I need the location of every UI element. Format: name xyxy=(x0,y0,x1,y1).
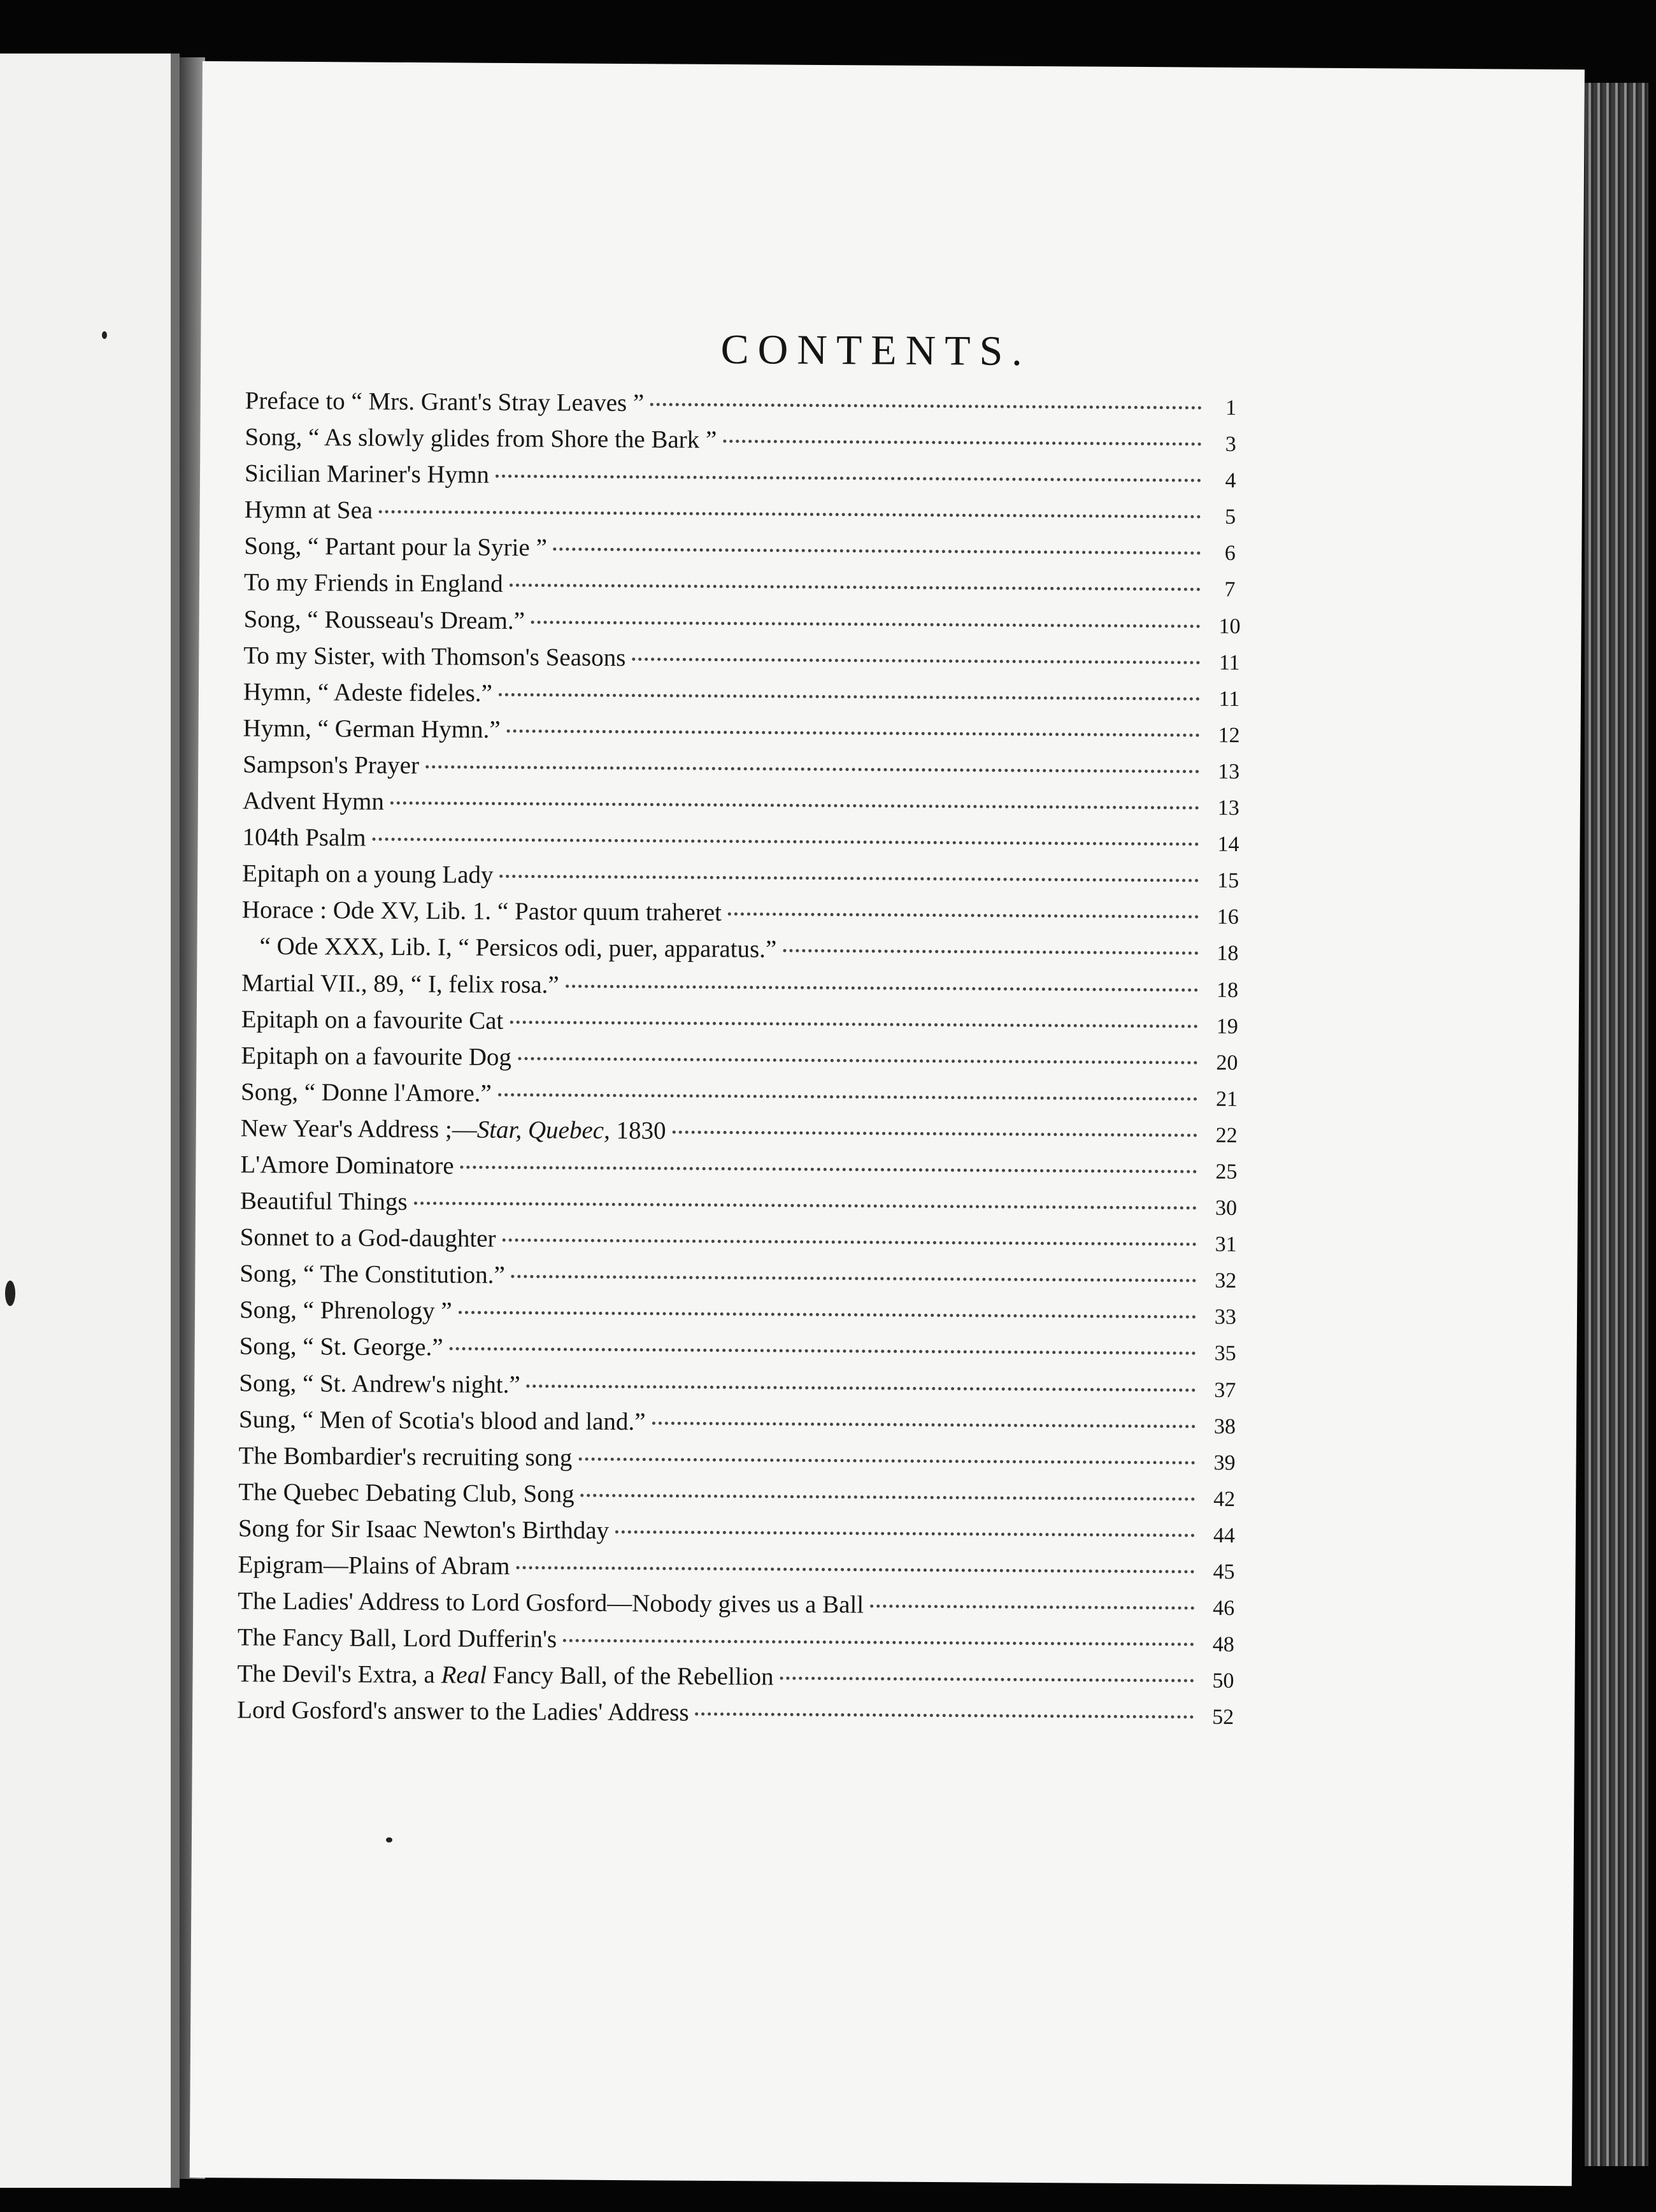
toc-entry-title xyxy=(243,677,492,707)
toc-entry-text: The Fancy Ball, Lord Dufferin's xyxy=(237,1623,557,1653)
toc-entry-title xyxy=(239,1260,505,1290)
toc-page-number: 21 xyxy=(1215,1087,1238,1111)
toc-entry-italic: Star, Quebec, xyxy=(476,1116,610,1144)
dot-leader xyxy=(450,1347,1196,1355)
toc-page-number: 46 xyxy=(1213,1596,1235,1621)
toc-entry-title xyxy=(242,896,722,928)
toc-entry xyxy=(241,968,1248,1011)
toc-entry xyxy=(241,932,1248,975)
toc-entry-title xyxy=(245,386,645,417)
toc-page-number: 32 xyxy=(1215,1268,1237,1293)
toc-page-number: 50 xyxy=(1212,1669,1234,1693)
dot-leader xyxy=(780,1677,1194,1683)
dot-leader xyxy=(696,1713,1194,1719)
toc-page-number: 13 xyxy=(1217,796,1239,820)
toc-entry xyxy=(242,859,1248,902)
toc-entry-title xyxy=(244,568,503,598)
dot-leader xyxy=(503,1239,1197,1246)
toc-entry-title xyxy=(243,641,625,672)
facing-page xyxy=(0,54,180,2188)
dot-leader xyxy=(459,1311,1196,1319)
ink-speck xyxy=(5,1281,15,1306)
dot-leader xyxy=(510,584,1201,591)
toc-page-number: 33 xyxy=(1214,1305,1237,1330)
toc-entry xyxy=(245,459,1251,502)
dot-leader xyxy=(499,693,1200,701)
toc-entry-text: Beautiful Things xyxy=(239,1187,408,1216)
toc-entry-text: Martial VII., 89, “ I, felix rosa.” xyxy=(241,968,559,998)
dot-leader xyxy=(531,621,1201,628)
toc-entry-title xyxy=(245,423,717,455)
toc-entry xyxy=(245,386,1252,429)
toc-page-number: 5 xyxy=(1225,505,1236,529)
dot-leader xyxy=(425,765,1199,773)
toc-entry-title xyxy=(240,1150,453,1180)
dot-leader xyxy=(723,440,1201,446)
toc-entry-text: 104th Psalm xyxy=(242,823,366,852)
toc-page-number: 20 xyxy=(1216,1051,1238,1075)
toc-entry-title xyxy=(241,1041,511,1072)
dot-leader xyxy=(518,1057,1197,1065)
dot-leader xyxy=(870,1605,1194,1610)
toc-entry-title xyxy=(241,1077,492,1107)
toc-entry-text: Horace : Ode XV, Lib. 1. “ Pastor quum traheret xyxy=(241,896,722,927)
dot-leader xyxy=(615,1530,1195,1537)
toc-page-number: 6 xyxy=(1224,542,1236,566)
dot-leader xyxy=(566,984,1198,991)
toc-entry-text: Song, “ The Constitution.” xyxy=(239,1260,505,1289)
dot-leader xyxy=(372,838,1199,846)
toc-entry xyxy=(243,714,1249,756)
toc-page-number: 10 xyxy=(1218,614,1241,638)
toc-page-number: 7 xyxy=(1224,578,1236,602)
toc-entry-italic: Real xyxy=(441,1661,487,1690)
page-edges xyxy=(1585,83,1648,2166)
toc-entry xyxy=(238,1477,1245,1520)
dot-leader xyxy=(414,1202,1197,1210)
toc-entry xyxy=(243,605,1250,647)
toc-entry-text: Song, “ Partant pour la Syrie ” xyxy=(244,532,547,562)
dot-leader xyxy=(498,1093,1197,1101)
toc-entry-title xyxy=(243,750,419,780)
toc-page-number: 42 xyxy=(1213,1487,1236,1511)
toc-entry-text: Sung, “ Men of Scotia's blood and land.” xyxy=(238,1405,646,1435)
dot-leader xyxy=(516,1566,1194,1574)
toc-entry xyxy=(244,568,1250,611)
toc-page-number: 12 xyxy=(1218,723,1240,747)
toc-entry-title xyxy=(242,859,494,889)
toc-entry-title xyxy=(238,1586,864,1619)
dot-leader xyxy=(783,949,1198,955)
toc-entry xyxy=(238,1623,1244,1666)
toc-entry-text: Song, “ Phrenology ” xyxy=(239,1296,452,1325)
toc-entry-title xyxy=(240,1223,496,1253)
toc-entry xyxy=(239,1332,1245,1375)
toc-entry xyxy=(242,823,1248,866)
toc-entry-text: The Bombardier's recruiting song xyxy=(238,1442,573,1472)
toc-entry xyxy=(243,677,1250,720)
toc-entry-text: Song, “ As slowly glides from Shore the Bark ” xyxy=(245,423,717,454)
dot-leader xyxy=(390,801,1199,810)
dot-leader xyxy=(460,1165,1197,1173)
toc-page-number: 44 xyxy=(1213,1523,1236,1548)
toc-entry-text: Advent Hymn xyxy=(242,787,385,815)
toc-entry-title xyxy=(240,1186,408,1216)
toc-entry-title xyxy=(238,1514,609,1545)
toc-entry-title xyxy=(239,1405,646,1436)
toc-entry xyxy=(238,1441,1245,1484)
toc-entry-text: Epitaph on a favourite Cat xyxy=(241,1005,504,1035)
toc-entry-title xyxy=(241,1114,666,1145)
toc-entry-text: Sonnet to a God-daughter xyxy=(239,1223,496,1253)
dot-leader xyxy=(511,1275,1197,1282)
toc-page-number: 48 xyxy=(1212,1632,1234,1657)
dot-leader xyxy=(563,1639,1194,1646)
dot-leader xyxy=(553,548,1201,555)
toc-page-number: 18 xyxy=(1217,978,1239,1002)
toc-entry-title xyxy=(239,1368,520,1399)
toc-entry-text: Epitaph on a young Lady xyxy=(242,859,494,889)
dot-leader xyxy=(728,912,1199,919)
toc-entry-title xyxy=(238,1441,572,1472)
dot-leader xyxy=(379,510,1201,519)
toc-entry xyxy=(240,1150,1246,1193)
toc-entry-text: Lord Gosford's answer to the Ladies' Address xyxy=(237,1696,689,1727)
toc-page-number: 19 xyxy=(1216,1014,1238,1038)
toc-entry-text: The Ladies' Address to Lord Gosford—Nobody gives us a Ball xyxy=(238,1587,864,1619)
toc-entry-text: Song for Sir Isaac Newton's Birthday xyxy=(238,1514,610,1544)
toc-entry-text: Sicilian Mariner's Hymn xyxy=(244,459,490,489)
toc-page-number: 14 xyxy=(1217,832,1239,857)
toc-page-number: 35 xyxy=(1214,1342,1236,1366)
toc-entry-text: Epitaph on a favourite Dog xyxy=(241,1042,512,1071)
toc-entry xyxy=(241,1077,1247,1120)
toc-entry-text: “ Ode XXX, Lib. I, “ Persicos odi, puer, apparatus.” xyxy=(259,932,777,963)
toc-entry-title xyxy=(245,459,489,489)
toc-entry xyxy=(238,1586,1244,1629)
toc-entry-title xyxy=(244,605,525,635)
dot-leader xyxy=(507,729,1200,737)
toc-page-number: 16 xyxy=(1217,905,1239,930)
toc-entry-text: New Year's Address ;— xyxy=(240,1114,477,1144)
toc-entry-title xyxy=(238,1477,575,1508)
dot-leader xyxy=(632,657,1200,664)
toc-entry-title xyxy=(243,714,500,743)
toc-page-number: 11 xyxy=(1218,650,1240,675)
toc-entry-text: To my Sister, with Thomson's Seasons xyxy=(243,642,626,672)
toc-entry xyxy=(237,1660,1243,1702)
dot-leader xyxy=(527,1384,1196,1391)
toc-entry-text: Hymn at Sea xyxy=(244,496,373,524)
table-of-contents xyxy=(237,386,1252,1738)
toc-entry xyxy=(241,1005,1248,1047)
toc-page-number: 4 xyxy=(1225,469,1236,493)
toc-entry xyxy=(240,1186,1246,1229)
toc-entry xyxy=(238,1550,1244,1593)
toc-page-number: 1 xyxy=(1225,396,1237,420)
contents-page xyxy=(190,61,1585,2186)
toc-page-number: 38 xyxy=(1213,1414,1236,1439)
toc-entry xyxy=(240,1223,1246,1266)
toc-entry-text: Hymn, “ German Hymn.” xyxy=(243,714,501,743)
ink-speck xyxy=(386,1837,392,1842)
toc-page-number: 25 xyxy=(1215,1160,1238,1184)
dot-leader xyxy=(499,875,1199,882)
dot-leader xyxy=(650,403,1202,409)
toc-entry-title xyxy=(239,1296,452,1326)
toc-page-number: 13 xyxy=(1218,759,1240,784)
toc-entry-text: Song, “ St. George.” xyxy=(239,1332,443,1361)
toc-entry xyxy=(237,1696,1243,1739)
toc-entry-text: Preface to “ Mrs. Grant's Stray Leaves ” xyxy=(245,387,645,417)
toc-entry xyxy=(244,532,1250,575)
toc-entry xyxy=(241,1041,1247,1084)
toc-entry-text: Song, “ Donne l'Amore.” xyxy=(240,1078,492,1107)
toc-page-number: 3 xyxy=(1225,432,1236,457)
toc-page-number: 39 xyxy=(1213,1451,1236,1475)
toc-entry xyxy=(239,1260,1246,1302)
toc-entry-title xyxy=(237,1696,689,1727)
toc-entry-title xyxy=(241,1005,504,1035)
toc-page-number: 52 xyxy=(1212,1706,1234,1730)
toc-entry xyxy=(241,1114,1247,1156)
toc-page-number: 37 xyxy=(1214,1378,1236,1402)
dot-leader xyxy=(496,475,1201,482)
toc-page-number: 45 xyxy=(1213,1560,1235,1584)
toc-entry xyxy=(243,641,1250,684)
toc-entry-text: The Quebec Debating Club, Song xyxy=(238,1478,575,1508)
toc-page-number: 31 xyxy=(1215,1232,1237,1257)
toc-entry-text: Song, “ St. Andrew's night.” xyxy=(239,1368,520,1398)
toc-entry-title xyxy=(242,823,366,852)
toc-entry-title xyxy=(238,1623,557,1654)
toc-entry-title xyxy=(243,786,384,815)
dot-leader xyxy=(652,1421,1195,1428)
toc-entry xyxy=(239,1296,1246,1339)
toc-entry xyxy=(245,423,1251,466)
toc-entry-text: The Devil's Extra, a xyxy=(237,1660,441,1689)
page-title: CONTENTS. xyxy=(720,326,1032,375)
toc-entry-text: Sampson's Prayer xyxy=(243,750,420,780)
toc-entry-text: Epigram—Plains of Abram xyxy=(238,1551,510,1580)
toc-entry xyxy=(242,896,1248,938)
toc-page-number: 11 xyxy=(1218,687,1240,711)
toc-entry-title xyxy=(239,1332,443,1362)
toc-entry-text: L'Amore Dominatore xyxy=(240,1151,454,1180)
toc-entry xyxy=(238,1514,1245,1556)
toc-entry-title xyxy=(245,496,373,525)
toc-entry-title xyxy=(238,1550,510,1581)
toc-entry xyxy=(243,750,1249,793)
toc-entry xyxy=(239,1368,1245,1411)
toc-entry-text: Song, “ Rousseau's Dream.” xyxy=(243,605,525,635)
dot-leader xyxy=(581,1493,1196,1500)
toc-entry xyxy=(243,786,1249,829)
toc-entry-title xyxy=(244,532,547,563)
toc-entry-text: Hymn, “ Adeste fideles.” xyxy=(243,678,493,707)
toc-entry xyxy=(239,1405,1245,1447)
toc-entry-title xyxy=(241,968,559,999)
toc-entry-title xyxy=(241,932,776,964)
toc-page-number: 15 xyxy=(1217,868,1239,893)
dot-leader xyxy=(673,1130,1197,1137)
ink-speck xyxy=(102,331,107,339)
toc-page-number: 18 xyxy=(1217,942,1239,966)
toc-entry xyxy=(244,496,1250,538)
toc-entry-title xyxy=(237,1660,773,1691)
toc-page-number: 30 xyxy=(1215,1196,1238,1221)
toc-entry-text-after: Fancy Ball, of the Rebellion xyxy=(486,1662,774,1691)
toc-entry-text-after: 1830 xyxy=(610,1116,666,1145)
dot-leader xyxy=(578,1457,1195,1464)
toc-entry-text: To my Friends in England xyxy=(243,568,503,598)
toc-page-number: 22 xyxy=(1215,1123,1238,1147)
dot-leader xyxy=(510,1021,1197,1028)
